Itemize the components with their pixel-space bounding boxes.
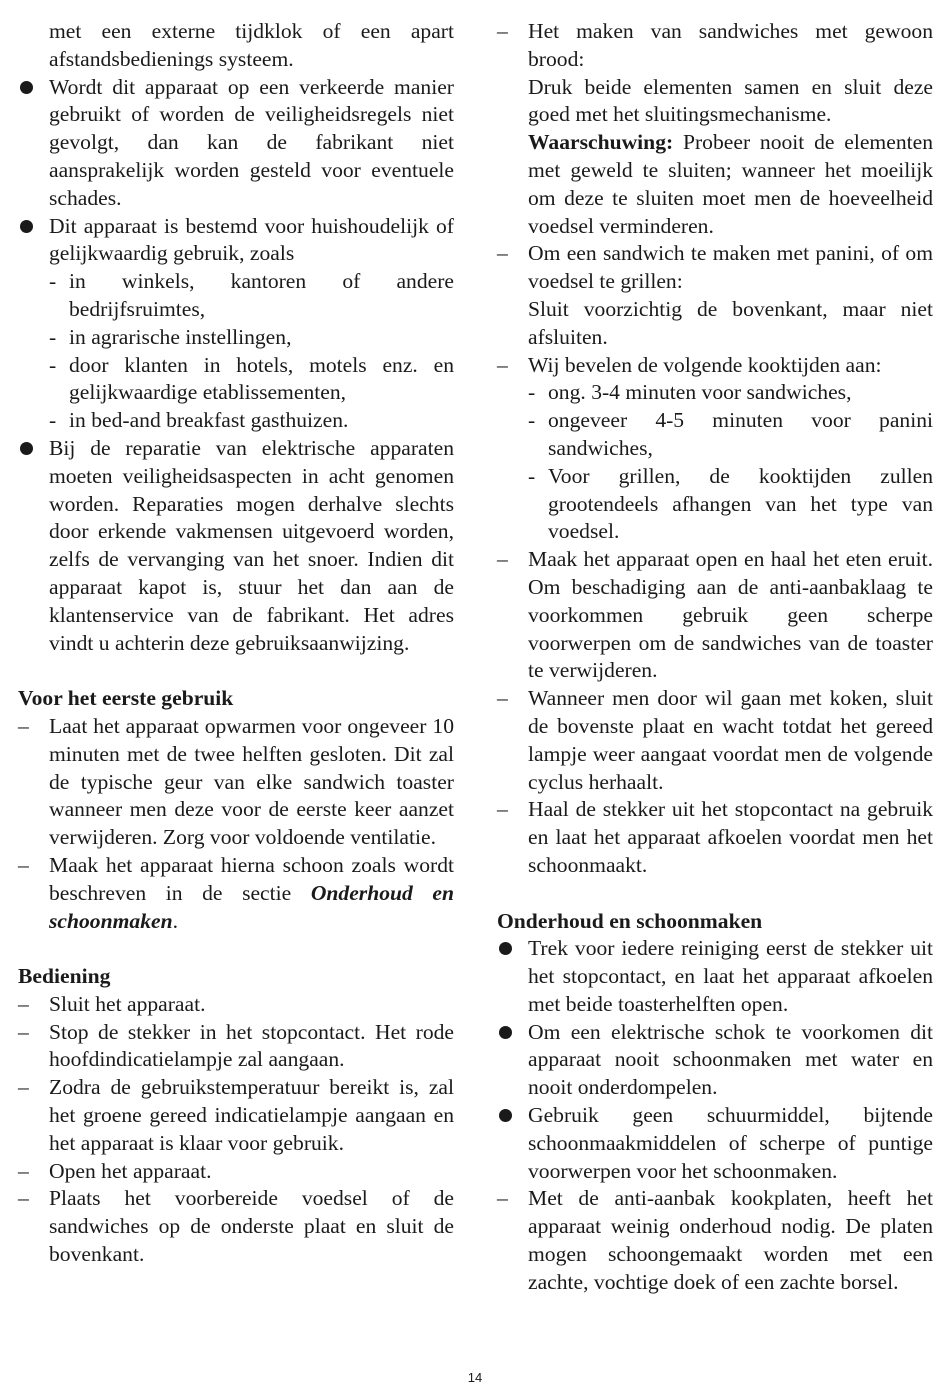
dash-item-text: Wij bevelen de volgende kooktijden aan: [528, 352, 882, 377]
sub-item-text: in winkels, kantoren of andere bedrijfsruimtes, [69, 269, 454, 321]
sub-item-text: Voor grillen, de kooktijden zullen grootendeels afhangen van het type van voedsel. [548, 463, 933, 544]
bullet-item [497, 1102, 933, 1185]
bullet-text: Om een elektrische schok te voorkomen dit apparaat nooit schoonmaken met water en nooit onderdompelen. [528, 1019, 933, 1100]
bullet-item [497, 1019, 933, 1102]
cooking-times-sublist [497, 379, 933, 546]
sub-item: - Voor grillen, de kooktijden zullen grootendeels afhangen van het type van voedsel. [528, 463, 933, 544]
dash-item-text: Wanneer men door wil gaan met koken, sluit de bovenste plaat en wacht totdat het gereed lampje weer aangaat voordat men de volgende cyclus herhaalt. [528, 686, 933, 794]
dash-item-text: Stop de stekker in het stopcontact. Het rode hoofdindicatielampje zal aangaan. [49, 1019, 454, 1072]
dash-item: – Open het apparaat. [18, 1158, 212, 1183]
warning-paragraph [497, 129, 933, 240]
sub-item: - in winkels, kantoren of andere bedrijfsruimtes, [49, 269, 454, 321]
bullet-dot-icon [499, 1109, 512, 1122]
sub-item-text: door klanten in hotels, motels enz. en gelijkwaardige etablissementen, [69, 352, 454, 405]
sub-item: - door klanten in hotels, motels enz. en gelijkwaardige etablissementen, [49, 352, 454, 405]
bullet-dot-icon [20, 81, 33, 94]
dash-item-text: Open het apparaat. [49, 1158, 212, 1183]
bullet-text: Trek voor iedere reiniging eerst de stekker uit het stopcontact, en laat het apparaat afkoelen met beide toasterhelften open. [528, 936, 933, 1016]
usage-sublist [18, 268, 454, 435]
punctuation: . [172, 908, 178, 933]
bullet-item [18, 74, 454, 213]
dash-item: – Wij bevelen de volgende kooktijden aan: [497, 352, 882, 377]
bullet-text: Bij de reparatie van elektrische apparaten moeten veiligheidsaspecten in acht genomen worden. Reparaties mogen derhalve slechts door erkende vakmensen uitgevoerd worden, zelfs de vervanging van het snoer. Indien dit apparaat kapot is, stuur het dan aan de klantenservice van de fabrikant. Het adres vindt u achterin deze gebruiksaanwijzing. [49, 435, 454, 655]
bullet-dot-icon [20, 220, 33, 233]
bullet-dot-icon [499, 942, 512, 955]
bullet-dot-icon [499, 1026, 512, 1039]
dash-item: – Plaats het voorbereide voedsel of de sandwiches op de onderste plaat en sluit de bovenkant. [18, 1186, 454, 1267]
bullet-text: Gebruik geen schuurmiddel, bijtende schoonmaakmiddelen of scherpe of puntige voorwerpen voor het schoonmaken. [528, 1103, 933, 1183]
dash-item: – Sluit het apparaat. [18, 991, 206, 1016]
dash-item: – Maak het apparaat open en haal het eten eruit. Om beschadiging aan de anti-aanbaklaag te voorkommen gebruik geen scherpe voorwerpen om de sandwiches van de toaster te verwijderen. [497, 547, 933, 683]
dash-item: – Laat het apparaat opwarmen voor ongeveer 10 minuten met de twee helften gesloten. Dit zal de typische geur van elke sandwich toaster wanneer men deze voor de eerste keer aanzet verwijderen. Zorg voor voldoende ventilatie. [18, 713, 454, 850]
warning-label: Waarschuwing: [528, 130, 674, 155]
dash-item: – Het maken van sandwiches met gewoon brood: [497, 19, 933, 71]
sub-item: - ongeveer 4-5 minuten voor panini sandwiches, [528, 408, 933, 460]
sub-item: - ong. 3-4 minuten voor sandwiches, [528, 380, 852, 405]
page-number: 14 [467, 1370, 483, 1385]
section-heading: Voor het eerste gebruik [18, 686, 234, 711]
sub-item: - in bed-and breakfast gasthuizen. [49, 408, 349, 433]
section-heading: Bediening [18, 964, 111, 989]
dash-item-text: Om een sandwich te maken met panini, of om voedsel te grillen: [528, 241, 933, 294]
sub-item-text: ong. 3-4 minuten voor sandwiches, [548, 380, 852, 405]
warning-text: Probeer nooit de elementen met geweld te sluiten; wanneer het moeilijk om deze te sluiten moet men de hoeveelheid voedsel verminderen. [528, 130, 933, 238]
bullet-text: Wordt dit apparaat op een verkeerde manier gebruikt of worden de veiligheidsregels niet gevolgt, dan kan de fabrikant niet aansprakelijk worden gesteld voor eventuele schades. [49, 74, 454, 210]
section-heading: Onderhoud en schoonmaken [497, 908, 763, 933]
dash-item-text: Plaats het voorbereide voedsel of de sandwiches op de onderste plaat en sluit de bovenkant. [49, 1186, 454, 1267]
dash-item-text: Met de anti-aanbak kookplaten, heeft het apparaat weinig onderhoud nodig. De platen mogen schoongemaakt worden met een zachte, vochtige doek of een zachte borsel. [528, 1186, 933, 1294]
sub-item-text: in bed-and breakfast gasthuizen. [69, 408, 349, 433]
sub-item-text: ongeveer 4-5 minuten voor panini sandwiches, [548, 408, 933, 460]
right-column [497, 18, 933, 1297]
intro-continuation: met een externe tijdklok of een apart afstandsbedienings systeem. [49, 19, 454, 71]
instruction-text: Druk beide elementen samen en sluit deze goed met het sluitingsmechanisme. [528, 74, 933, 127]
dash-item-text: Sluit het apparaat. [49, 991, 206, 1016]
bullet-item [497, 935, 933, 1018]
dash-item-text: Maak het apparaat open en haal het eten eruit. Om beschadiging aan de anti-aanbaklaag te voorkommen gebruik geen scherpe voorwerpen om de sandwiches van de toaster te verwijderen. [528, 547, 933, 683]
sub-item: - in agrarische instellingen, [49, 324, 292, 349]
dash-item: – Om een sandwich te maken met panini, of om voedsel te grillen: [497, 241, 933, 294]
dash-item-text: Maak het apparaat hierna schoon zoals wordt beschreven in de sectie [49, 852, 454, 905]
dash-item: – Zodra de gebruikstemperatuur bereikt is, zal het groene gereed indicatielampje aangaan en het apparaat is klaar voor gebruik. [18, 1075, 454, 1155]
dash-item: – Haal de stekker uit het stopcontact na gebruik en laat het apparaat afkoelen voordat men het schoonmaakt. [497, 797, 933, 877]
dash-item-text: Laat het apparaat opwarmen voor ongeveer 10 minuten met de twee helften gesloten. Dit zal de typische geur van elke sandwich toaster wanneer men deze voor de eerste keer aanzet verwijderen. Zorg voor voldoende ventilatie. [49, 713, 454, 850]
instruction-text: Sluit voorzichtig de bovenkant, maar niet afsluiten. [528, 296, 933, 349]
sub-item-text: in agrarische instellingen, [69, 324, 292, 349]
bullet-item [18, 435, 454, 657]
dash-item-text: Haal de stekker uit het stopcontact na gebruik en laat het apparaat afkoelen voordat men het schoonmaakt. [528, 797, 933, 877]
dash-item: – Maak het apparaat hierna schoon zoals wordt beschreven in de sectie Onderhoud en schoonmaken. [18, 852, 454, 933]
dash-item: – Met de anti-aanbak kookplaten, heeft het apparaat weinig onderhoud nodig. De platen mogen schoongemaakt worden met een zachte, vochtige doek of een zachte borsel. [497, 1186, 933, 1294]
bullet-item [18, 213, 454, 269]
bullet-text: Dit apparaat is bestemd voor huishoudelijk of gelijkwaardig gebruik, zoals [49, 213, 454, 266]
dash-item-text: Het maken van sandwiches met gewoon brood: [528, 19, 933, 71]
dash-item: – Stop de stekker in het stopcontact. Het rode hoofdindicatielampje zal aangaan. [18, 1019, 454, 1072]
left-column [18, 18, 454, 1269]
dash-item-text: Zodra de gebruikstemperatuur bereikt is, zal het groene gereed indicatielampje aangaan en het apparaat is klaar voor gebruik. [49, 1075, 454, 1155]
section-reference: Onderhoud en schoonmaken [49, 880, 454, 933]
bullet-dot-icon [20, 442, 33, 455]
dash-item: – Wanneer men door wil gaan met koken, sluit de bovenste plaat en wacht totdat het gereed lampje weer aangaat voordat men de volgende cyclus herhaalt. [497, 686, 933, 794]
